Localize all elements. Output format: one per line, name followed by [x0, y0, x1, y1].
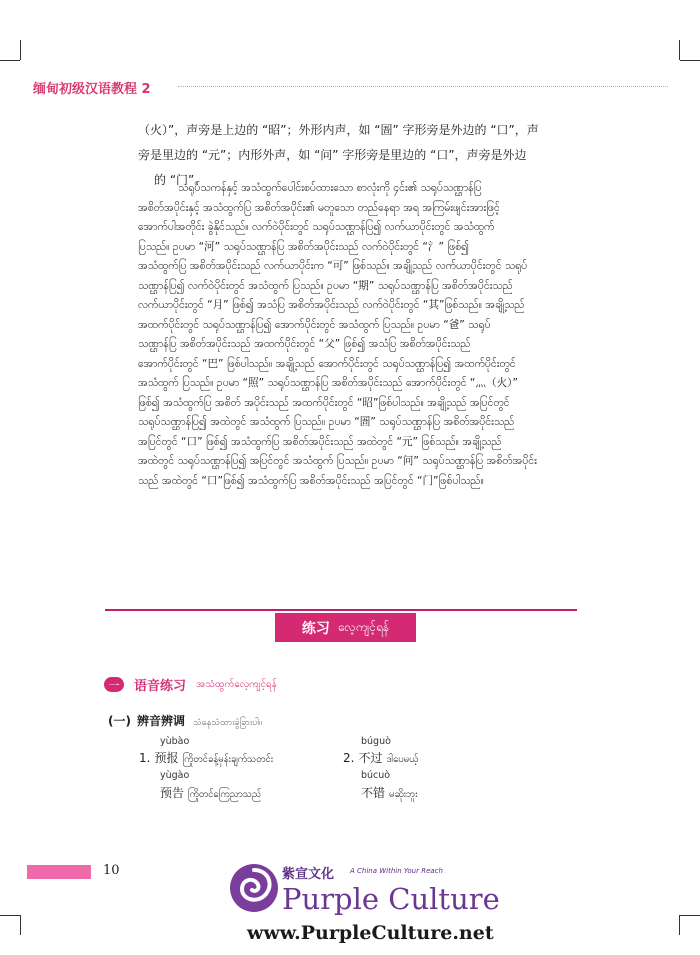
subsection-number: (一)	[108, 714, 131, 728]
practice-heading	[275, 613, 416, 642]
swirl-logo-icon	[228, 862, 280, 914]
pinyin: búcuò	[361, 770, 391, 781]
burmese-paragraph	[138, 179, 570, 491]
body-line: သဏ္ဌာန်ပြ၍ လက်ဝဲပိုင်းတွင် အသံထွက် ပြသည်။ ဥပမာ “期” သရုပ်သဏ္ဌာန်ပြ အစိတ်အပိုင်းသည်	[138, 279, 513, 292]
body-line: သည် အထဲတွင် “口”ဖြစ်၍ အသံထွက်ပြ အစိတ်အပိုင်းသည် အပြင်တွင် “门”ဖြစ်ပါသည်။	[138, 474, 484, 487]
crop-mark	[679, 40, 680, 60]
body-line: အောက်ပိုင်းတွင် “巴” ဖြစ်ပါသည်။ အချို့သည် အောက်ပိုင်းတွင် သရုပ်သဏ္ဌာန်ပြ၍ အထက်ပိုင်းတွင်	[138, 357, 516, 370]
body-line: လက်ယာပိုင်းတွင် “月” ဖြစ်၍ အသံပြ အစိတ်အပိုင်းသည် လက်ဝဲပိုင်းတွင် “其”ဖြစ်သည်။ အချို့သည်	[138, 299, 525, 311]
body-line: အောက်ပါအတိုင်း ခွဲနိုင်သည်။ လက်ဝဲပိုင်းတွင် သရုပ်သဏ္ဌာန်ပြ၍ လက်ယာပိုင်းတွင် အသံထွက်	[138, 221, 495, 233]
crop-mark	[20, 915, 21, 935]
item-word-my: ကြိုတင်ခန့်မှန်းချက်သတင်း	[182, 754, 274, 765]
crop-mark	[0, 60, 20, 61]
crop-mark	[679, 915, 680, 935]
exercise-item	[139, 749, 273, 767]
intro-line: （火）”，声旁是上边的 “昭”；外形内声，如 “圄” 字形旁是外边的 “口”，声	[138, 123, 539, 137]
intro-line: 的 “门”。	[154, 173, 207, 187]
item-word-my: မဆိုးဘူး	[389, 789, 418, 800]
item-word-zh: 不错	[361, 786, 386, 800]
logo-url: www.PurpleCulture.net	[247, 922, 494, 944]
body-line: သဏ္ဌာန်ပြ အစိတ်အပိုင်းသည် အထက်ပိုင်းတွင် “父” ဖြစ်၍ အသံပြ အစိတ်အပိုင်းသည်	[138, 338, 471, 350]
page-number: 10	[103, 863, 120, 878]
body-line: အစိတ်အပိုင်းနှင့် အသံထွက်ပြ အစိတ်အပိုင်း၏ မတူသော တည်နေရာ အရ အကြမ်းဖျင်းအားဖြင့်	[138, 201, 500, 214]
pinyin: búguò	[361, 736, 391, 747]
exercise-item	[343, 749, 418, 767]
crop-mark	[0, 915, 20, 916]
body-line: သရုပ်သဏ္ဌာန်ပြ၍ အထဲတွင် အသံထွက် ပြသည်။ ဥပမာ “圄” သရုပ်သဏ္ဌာန်ပြ အစိတ်အပိုင်းသည်	[138, 416, 515, 428]
section-title-my: အသံထွက်လေ့ကျင့်ရန်	[196, 679, 277, 690]
exercise-item	[361, 784, 418, 802]
body-line: အထက်ပိုင်းတွင် သရုပ်သဏ္ဌာန်ပြ၍ အောက်ပိုင်းတွင် အသံထွက် ပြသည်။ ဥပမာ “爸” သရုပ်	[138, 318, 491, 331]
exercise-item	[160, 784, 261, 802]
item-word-zh: 预告	[160, 786, 185, 800]
watermark-logo	[228, 860, 498, 945]
subsection-title-my: သံနေသံထားခွဲခြားပါ။	[193, 718, 262, 728]
practice-heading-my: လေ့ကျင့်ရန်	[337, 619, 390, 634]
item-word-zh: 不过	[358, 751, 383, 765]
crop-mark	[20, 40, 21, 60]
crop-mark	[680, 60, 700, 61]
logo-name: Purple Culture	[282, 882, 500, 916]
subsection-heading	[108, 712, 262, 730]
section-title-zh: 语音练习	[134, 679, 187, 694]
body-line: အထဲတွင် သရုပ်သဏ္ဌာန်ပြ၍ အပြင်တွင် အသံထွက် ပြသည်။ ဥပမာ “问” သရုပ်သဏ္ဌာန်ပြ အစိတ်အပိုင်း	[138, 455, 537, 467]
body-line: အသံထွက် ပြသည်။ ဥပမာ “照” သရုပ်သဏ္ဌာန်ပြ အစိတ်အပိုင်းသည် အောက်ပိုင်းတွင် “灬（火）”	[138, 377, 518, 389]
practice-rule	[105, 609, 577, 611]
header-rule	[178, 86, 668, 87]
logo-chinese: 紫宣文化	[282, 867, 335, 882]
item-word-my: ဒါပေမယ့်	[386, 754, 419, 765]
body-line: သရုပ်သကန်နှင့် အသံထွက်ပေါင်းစပ်ထားသော စာလုံးကို ၄င်း၏ သရုပ်သဏ္ဌာန်ပြ	[178, 182, 482, 194]
body-line: အပြင်တွင် “口” ဖြစ်၍ အသံထွက်ပြ အစိတ်အပိုင်းသည် အထဲတွင် “元” ဖြစ်သည်။ အချို့သည်	[138, 435, 502, 448]
intro-line: 旁是里边的 “元”；内形外声，如 “问” 字形旁是里边的 “口”，声旁是外边	[138, 148, 527, 162]
item-word-my: ကြိုတင်ကြေညာသည်	[188, 789, 262, 800]
subsection-title-zh: 辨音辨调	[136, 714, 185, 728]
pinyin: yùgào	[160, 770, 190, 781]
pinyin: yùbào	[160, 736, 190, 747]
item-word-zh: 预报	[154, 751, 179, 765]
running-header: 缅甸初级汉语教程 2	[33, 82, 151, 97]
body-line: ဖြစ်၍ အသံထွက်ပြ အစိတ် အပိုင်းသည် အထက်ပိုင်းတွင် “昭”ဖြစ်ပါသည်။ အချို့သည် အပြင်တွင်	[138, 396, 510, 409]
practice-heading-zh: 练习	[301, 620, 330, 637]
body-line: ပြသည်။ ဥပမာ “河” သရုပ်သဏ္ဌာန်ပြ အစိတ်အပိုင်းသည် လက်ဝဲပိုင်းတွင် “氵” ဖြစ်၍	[138, 240, 470, 253]
section-heading	[104, 675, 277, 694]
crop-mark	[680, 915, 700, 916]
logo-tagline: A China Within Your Reach	[350, 867, 443, 875]
page-tab	[27, 865, 91, 879]
item-number: 2.	[343, 751, 355, 765]
body-line: အသံထွက်ပြ အစိတ်အပိုင်းသည် လက်ယာပိုင်းက “可” ဖြစ်သည်။ အချို့သည် လက်ယာပိုင်းတွင် သရုပ်	[138, 260, 528, 272]
item-number: 1.	[139, 751, 151, 765]
section-number-badge: 一	[104, 677, 124, 692]
